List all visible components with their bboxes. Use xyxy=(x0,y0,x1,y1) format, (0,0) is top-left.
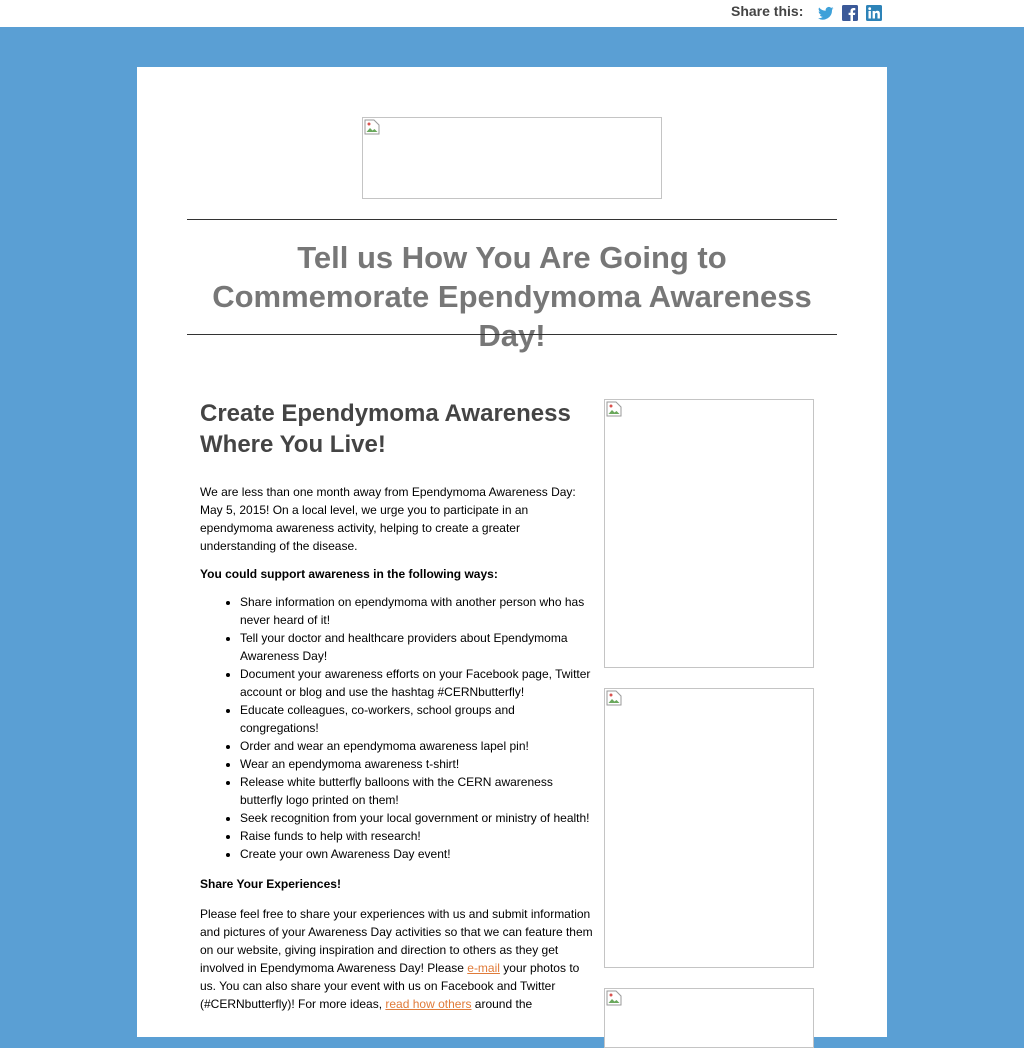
sidebar-image-2 xyxy=(604,688,814,968)
share-text-part: Please feel free to share your experiences with us and submit information and pictures of your Awareness Day activities so that we can feature them on our website, giving inspiration and direction to others as they get involved in Ependymoma Awareness Day! Please xyxy=(200,907,593,975)
share-bar xyxy=(0,0,1024,27)
list-item: • Order and wear an ependymoma awareness lapel pin! xyxy=(240,737,593,755)
header-logo-image xyxy=(362,117,662,199)
top-divider xyxy=(187,219,837,220)
broken-image-icon xyxy=(606,401,622,417)
broken-image-icon xyxy=(606,690,622,706)
twitter-icon[interactable] xyxy=(818,5,834,21)
broken-image-icon xyxy=(364,119,380,135)
list-item: • Tell your doctor and healthcare providers about Ependymoma Awareness Day! xyxy=(240,629,593,665)
email-link[interactable]: e-mail xyxy=(467,961,500,975)
page-headline: Tell us How You Are Going to Commemorate Ependymoma Awareness Day! xyxy=(212,240,812,353)
article-title: Create Ependymoma Awareness Where You Live! xyxy=(200,400,571,458)
list-item: • Document your awareness efforts on your Facebook page, Twitter account or blog and use the hashtag #CERNbutterfly! xyxy=(240,665,593,701)
sidebar-image-3 xyxy=(604,988,814,1048)
list-item: • Wear an ependymoma awareness t-shirt! xyxy=(240,755,593,773)
share-heading: Share Your Experiences! xyxy=(200,877,341,891)
linkedin-icon[interactable] xyxy=(866,5,882,21)
share-label: Share this: xyxy=(731,3,804,19)
list-item: • Create your own Awareness Day event! xyxy=(240,845,593,863)
read-how-others-link[interactable]: read how others xyxy=(385,997,472,1011)
list-item: • Raise funds to help with research! xyxy=(240,827,593,845)
article-body xyxy=(200,398,593,1023)
ways-heading: You could support awareness in the following ways: xyxy=(200,567,498,581)
list-item: • Share information on ependymoma with another person who has never heard of it! xyxy=(240,593,593,629)
facebook-icon[interactable] xyxy=(842,5,858,21)
ways-list xyxy=(200,593,593,863)
list-item: • Educate colleagues, co-workers, school groups and congregations! xyxy=(240,701,593,737)
sidebar-image-1 xyxy=(604,399,814,668)
share-text-part: around the xyxy=(471,997,533,1011)
share-text-part: your photos to us. You can also share your event with us on Facebook and Twitter (#CERNbutterfly)! For more ideas, xyxy=(200,961,580,1011)
share-paragraph xyxy=(200,905,593,1013)
newsletter-card xyxy=(137,67,887,1037)
list-item: • Seek recognition from your local government or ministry of health! xyxy=(240,809,593,827)
list-item: • Release white butterfly balloons with the CERN awareness butterfly logo printed on them! xyxy=(240,773,593,809)
broken-image-icon xyxy=(606,990,622,1006)
article-intro: We are less than one month away from Ependymoma Awareness Day: May 5, 2015! On a local level, we urge you to participate in an ependymoma awareness activity, helping to create a greater understanding of the disease. xyxy=(200,485,576,553)
bottom-divider xyxy=(187,334,837,335)
